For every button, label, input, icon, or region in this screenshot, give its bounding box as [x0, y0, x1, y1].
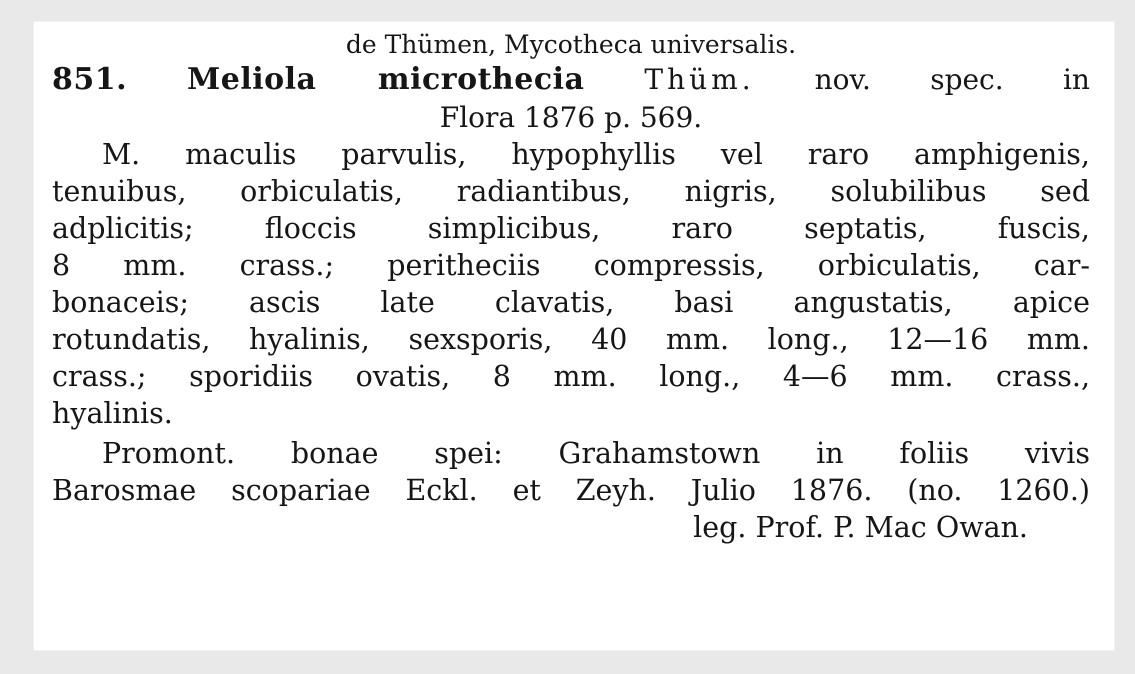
species-title	[52, 60, 1090, 100]
description-line: 8 mm. crass.; peritheciis compressis, orbiculatis, car-	[52, 249, 1090, 282]
exsiccata-header: de Thümen, Mycotheca universalis.	[345, 30, 797, 59]
specimen-number: 851.	[52, 62, 128, 97]
species-name: Meliola microthecia	[187, 62, 585, 97]
description-line: bonaceis; ascis late clavatis, basi angustatis, apice	[52, 286, 1090, 319]
locality-line: Promont. bonae spei: Grahamstown in foliis vivis	[102, 437, 1090, 470]
description-line: rotundatis, hyalinis, sexsporis, 40 mm. long., 12—16 mm.	[52, 323, 1090, 356]
publication-reference: Flora 1876 p. 569.	[439, 101, 703, 134]
description-line: hyalinis.	[52, 397, 173, 430]
description-line: adplicitis; floccis simplicibus, raro septatis, fuscis,	[52, 212, 1090, 245]
description-line: tenuibus, orbiculatis, radiantibus, nigris, solubilibus sed	[52, 175, 1090, 208]
description-line: crass.; sporidiis ovatis, 8 mm. long., 4—6 mm. crass.,	[52, 360, 1090, 393]
description-line: M. maculis parvulis, hypophyllis vel raro amphigenis,	[102, 138, 1090, 171]
publication-note: nov. spec. in	[814, 63, 1090, 96]
specimen-label	[52, 30, 1090, 546]
species-author: Thüm.	[644, 63, 755, 96]
locality-line: Barosmae scopariae Eckl. et Zeyh. Julio 1876. (no. 1260.)	[52, 474, 1090, 507]
collector-line: leg. Prof. P. Mac Owan.	[693, 511, 1028, 544]
